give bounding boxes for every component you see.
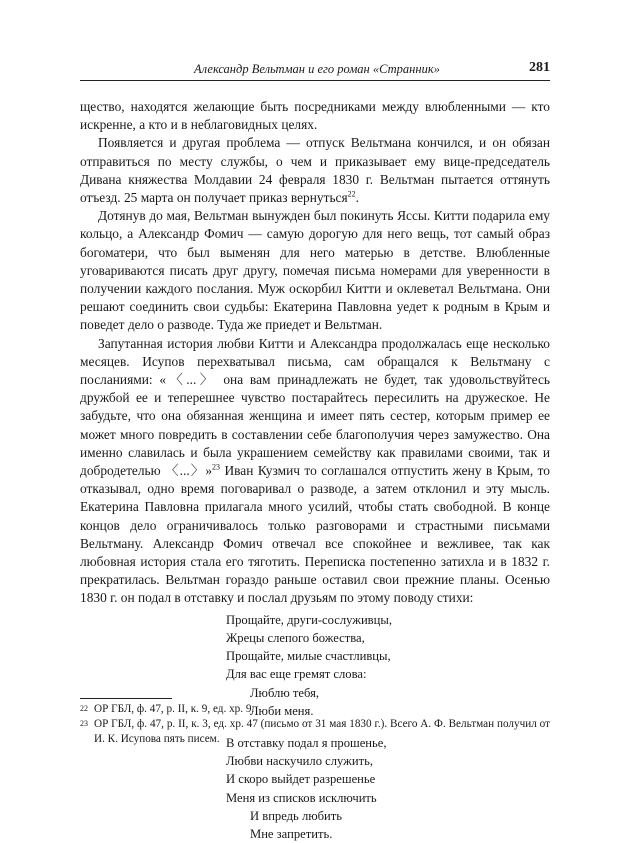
footnotes — [80, 702, 550, 747]
footnote-rule — [80, 698, 172, 699]
poem-line: Любви наскучило служить, — [226, 754, 373, 769]
footnote-number: 23 — [80, 719, 88, 728]
poem-line: Для вас еще гремят слова: — [226, 667, 367, 682]
poem-line: И впредь любить — [250, 808, 343, 823]
poem-line: Прощайте, други-сослуживцы, — [226, 612, 392, 627]
footnote-ref[interactable]: 23 — [212, 462, 221, 472]
poem-line: В отставку подал я прошенье, — [226, 735, 387, 750]
poem-line: И скоро выйдет разрешенье — [226, 772, 376, 787]
poem-line: Люблю тебя, — [250, 685, 320, 700]
poem-line: Меня из списков исключить — [226, 790, 377, 805]
poem-line: Жрецы слепого божества, — [226, 630, 365, 645]
header-rule — [80, 80, 550, 81]
footnote-number: 22 — [80, 704, 88, 713]
footnote — [80, 717, 550, 747]
paragraph: Появляется и другая проблема — отпуск Вельтмана кончился, и он обязан отправиться по месту службы, о чем и приказывает ему вице-председатель Дивана княжества Молдавии 24 февраля 1830 г. Вельтман пытается оттянуть отъезд. 25 марта он получает приказ вернуться$^{22}$. — [80, 135, 550, 206]
poem-line: Мне запретить. — [250, 826, 333, 841]
footnote-text: ОР ГБЛ, ф. 47, р. II, к. 3, ед. хр. 47 (письмо от 31 мая 1830 г.). Всего А. Ф. Вельтман получил от И. К. Исупова пять писем. — [94, 718, 550, 745]
paragraph: щество, находятся желающие быть посредниками между влюбленными — кто искренне, а кто и в неблаговидных целях. — [80, 99, 550, 133]
footnote-text: ОР ГБЛ, ф. 47, р. II, к. 9, ед. хр. 9. — [94, 703, 255, 715]
footnote-ref[interactable]: 22 — [347, 189, 356, 199]
poem-line: Люби меня. — [250, 703, 314, 718]
footnote — [80, 702, 550, 717]
running-title: Александр Вельтман и его роман «Странник» — [194, 62, 440, 76]
paragraph: Дотянув до мая, Вельтман вынужден был покинуть Яссы. Китти подарила ему кольцо, а Александр Фомич — самую дорогую для него вещь, тот самый образ богоматери, что был выменян для него матерью в детстве. Влюбленные уговариваются писать друг другу, помечая письма номерами для уверенности в получении каждого послания. Муж оскорбил Китти и оклеветал Вельтмана. Они решают соединить свои судьбы: Екатерина Павловна уедет к родным в Крым и поведет дело о разводе. Туда же приедет и Вельтман. — [80, 208, 550, 333]
running-header — [80, 58, 550, 80]
page-number: 281 — [529, 60, 550, 75]
paragraph: Запутанная история любви Китти и Александра продолжалась еще несколько месяцев. Исупов перехватывал письма, сам обращался к Вельтману с посланиями: «〈...〉 она вам принадлежать не будет, так удовольствуйтесь дружбой ее и теперешнее чувство постарайтесь пересилить на дружеское. Не забудьте, что она обязанная женщина и имеет пять сестер, которым пример ее может много повредить в составлении себе благополучия через замужество. Она именно славилась и была украшением семейству как правилами своими, так и добродетелью 〈...〉»$^{23}$ Иван Кузмич то соглашался отпустить жену в Крым, то отказывал, одно время поговаривал о разводе, а затем отклонил и эту мысль. Екатерина Павловна прилагала много усилий, чтобы стать свободной. В конце концов дело ограничивалось только разговорами и страстными письмами Вельтману. Александр Фомич отвечал все спокойнее и вежливее, так как любовная история стала его тяготить. Переписка постепенно затихла и в 1832 г. прекратилась. Вельтман гораздо раньше оставил свои прежние планы. Осенью 1830 г. он подал в отставку и послал друзьям по этому поводу стихи: — [80, 335, 550, 606]
poem-line: Прощайте, милые счастливцы, — [226, 649, 391, 664]
